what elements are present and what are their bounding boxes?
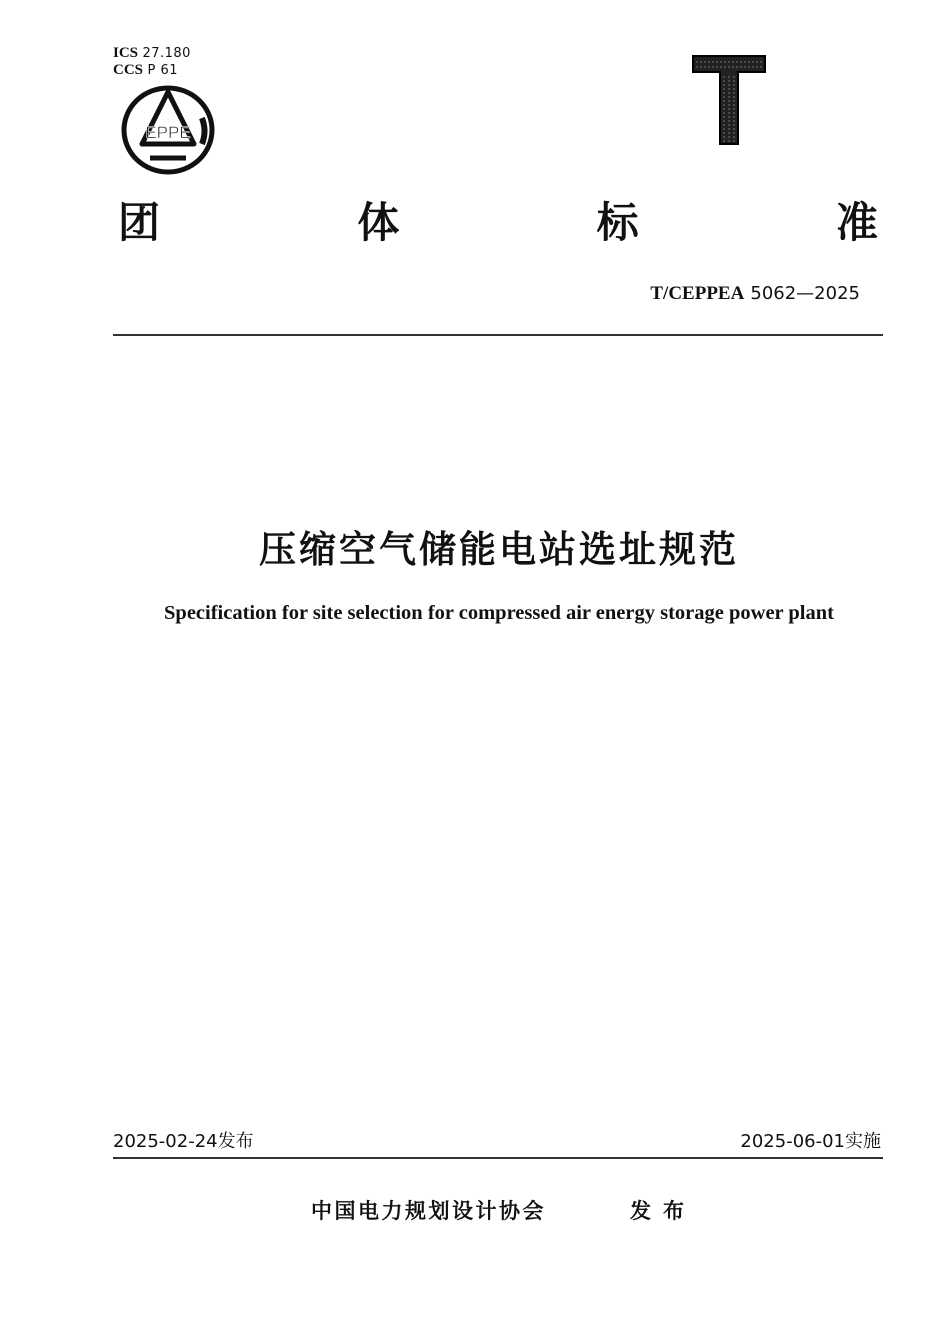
standard-number	[650, 282, 860, 305]
ccs-label: CCS	[113, 62, 144, 78]
publisher-name: 中国电力规划设计协会	[311, 1199, 546, 1223]
standard-type-char: 准	[835, 198, 878, 247]
standard-type-char: 团	[118, 198, 161, 247]
publish-date: 2025-02-24发布	[113, 1131, 254, 1152]
ics-label: ICS	[113, 45, 139, 61]
implementation-date: 2025-06-01实施	[740, 1131, 881, 1152]
header-divider	[113, 334, 883, 336]
ceppea-logo	[120, 84, 216, 176]
title-chinese: 压缩空气储能电站选址规范	[259, 528, 739, 571]
title-english: Specification for site selection for compressed air energy storage power plant	[164, 602, 834, 624]
ccs-line	[113, 62, 191, 79]
ics-line	[113, 45, 191, 62]
svg-text:EPPE: EPPE	[145, 123, 191, 142]
publish-label: 发布	[630, 1199, 696, 1223]
footer-divider	[113, 1157, 883, 1159]
ccs-value: P 61	[147, 63, 178, 78]
ics-value: 27.180	[142, 46, 191, 61]
standard-type-char: 体	[357, 198, 400, 247]
classification-codes	[113, 45, 191, 79]
standard-category-t-mark	[690, 52, 768, 148]
standard-type-char: 标	[596, 198, 639, 247]
standard-type-heading	[118, 195, 878, 251]
standard-number-prefix: T/CEPPEA	[650, 283, 745, 304]
standard-number-value: 5062—2025	[750, 283, 860, 304]
